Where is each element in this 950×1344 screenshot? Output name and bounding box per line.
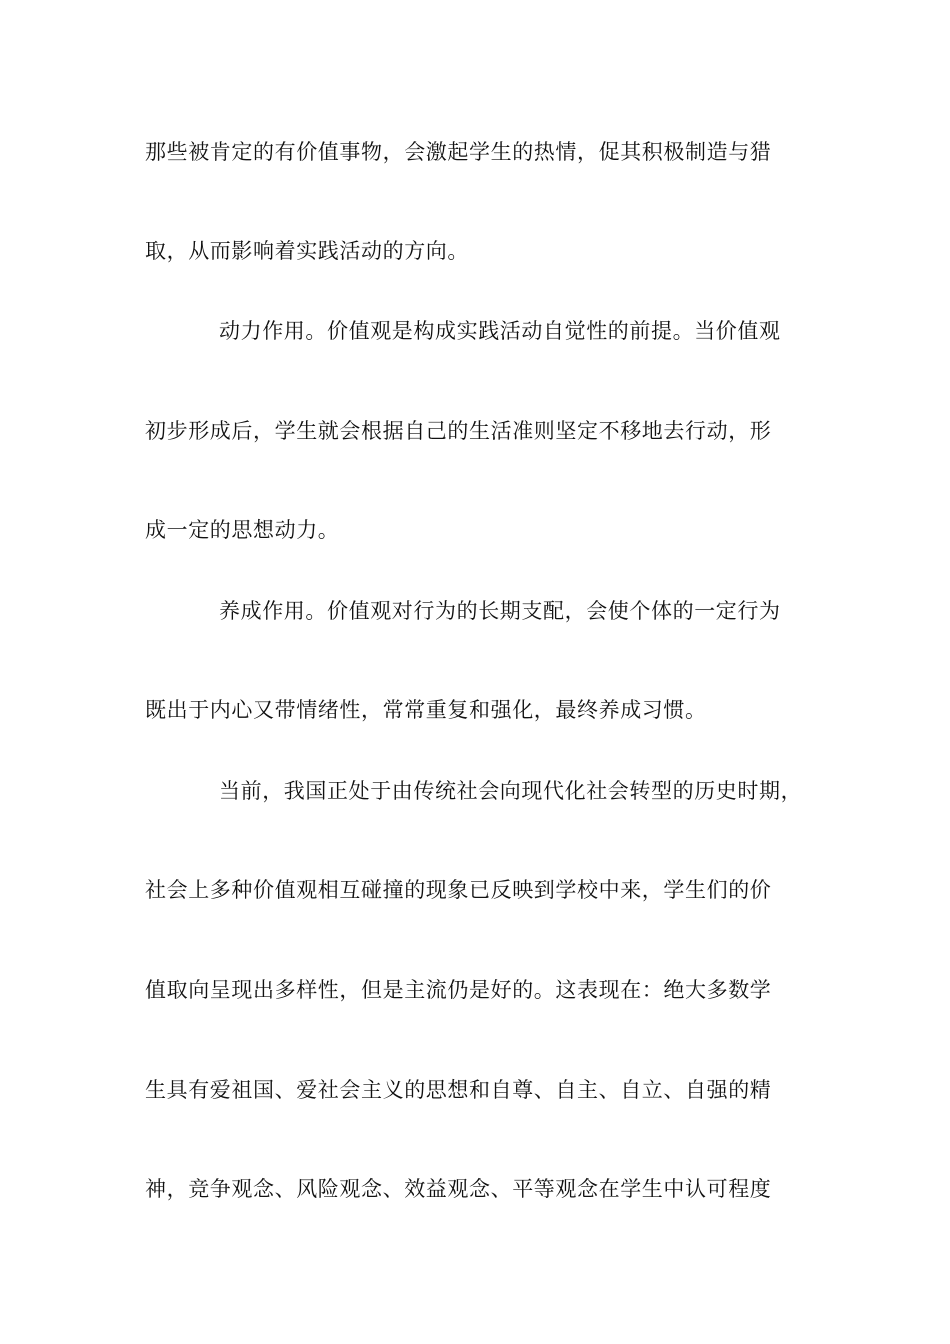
text-line: 初步形成后，学生就会根据自己的生活准则坚定不移地去行动，形	[145, 419, 772, 443]
text-line: 既出于内心又带情绪性，常常重复和强化，最终养成习惯。	[145, 698, 707, 722]
text-line: 取，从而影响着实践活动的方向。	[145, 239, 469, 263]
text-line: 成一定的思想动力。	[145, 518, 340, 542]
paragraph-start-line: 动力作用。价值观是构成实践活动自觉性的前提。当价值观	[219, 319, 781, 343]
text-line: 神，竞争观念、风险观念、效益观念、平等观念在学生中认可程度	[145, 1177, 772, 1201]
paragraph-start-line: 养成作用。价值观对行为的长期支配，会使个体的一定行为	[219, 599, 781, 623]
paragraph-start-line: 当前，我国正处于由传统社会向现代化社会转型的历史时期，	[219, 779, 803, 803]
text-line: 社会上多种价值观相互碰撞的现象已反映到学校中来，学生们的价	[145, 878, 772, 902]
text-line: 生具有爱祖国、爱社会主义的思想和自尊、自主、自立、自强的精	[145, 1078, 772, 1102]
text-line: 值取向呈现出多样性，但是主流仍是好的。这表现在：绝大多数学	[145, 978, 772, 1002]
text-line: 那些被肯定的有价值事物，会激起学生的热情，促其积极制造与猎	[145, 140, 772, 164]
